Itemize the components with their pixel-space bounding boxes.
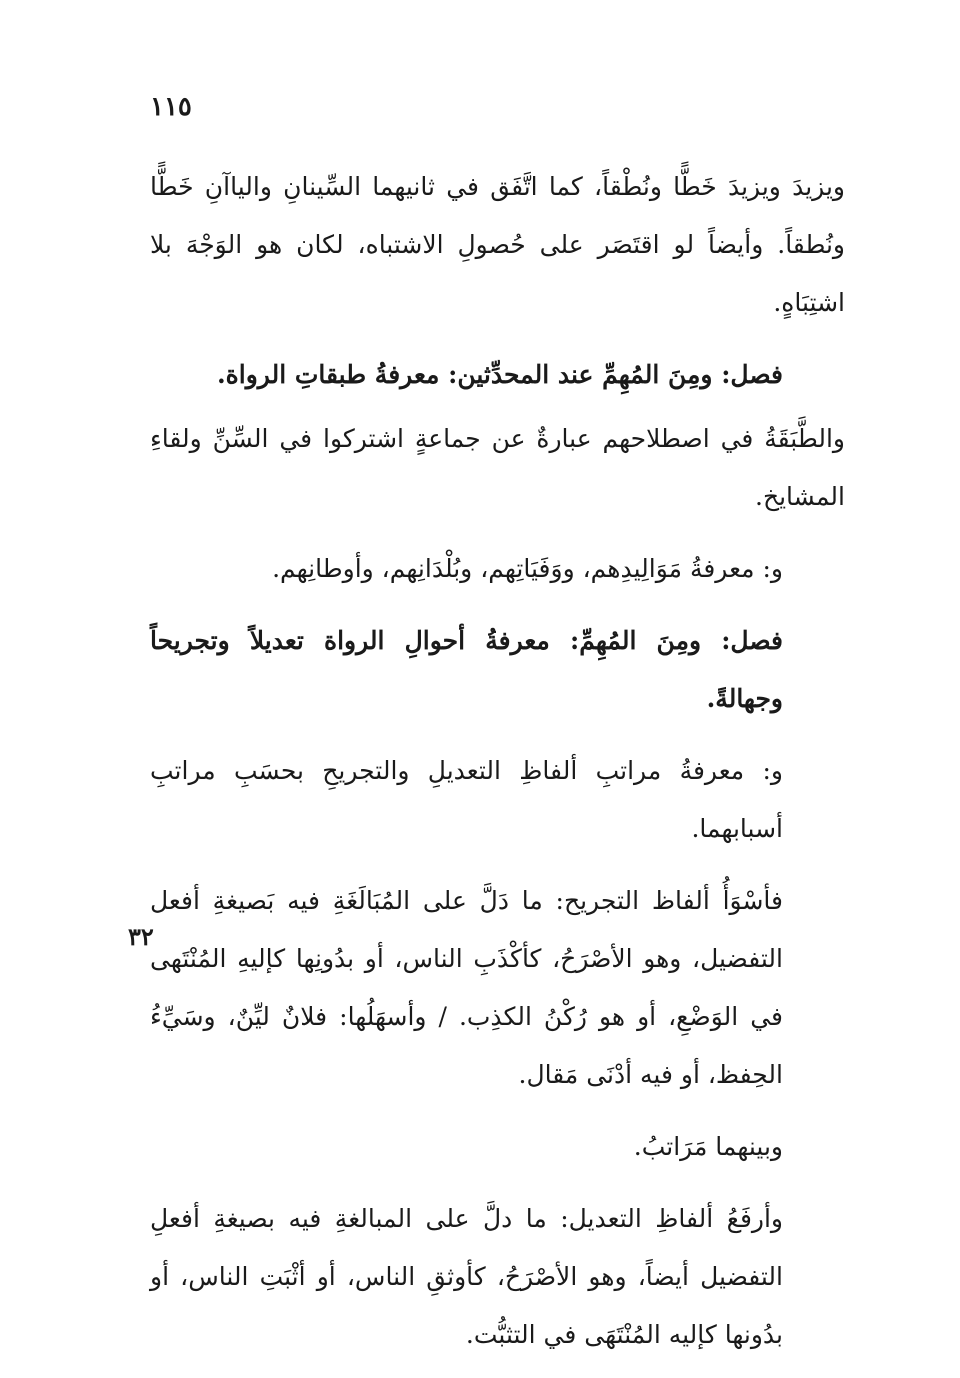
- paragraph-continuation: ويزيدَ ويزيدَ خَطًّا ونُطْقاً، كما اتَّفَق في ثانيهما السِّينانِ والياآنِ خَطًّا ونُطقاً. وأيضاً لو اقتَصَر على حُصولِ الاشتباه، لكان هو الوَجْهَ بلا اشتِبَاهٍ.: [150, 172, 845, 317]
- paragraph-mawalid: و: معرفةُ مَوَالِيدِهم، ووَفَيَاتِهم، وبُلْدَانِهم، وأوطانِهم.: [272, 554, 783, 583]
- paragraph-tabaqa-definition: والطَّبَقَةُ في اصطلاحهم عبارةٌ عن جماعةٍ اشتركوا في السِّنِّ ولقاءِ المشايخ.: [150, 424, 845, 511]
- page-number: ١١٥: [150, 92, 192, 122]
- page: [128, 0, 850, 1378]
- section-heading-tabaqat: فصل: ومِنَ المُهِمِّ عند المحدِّثين: معرفةُ طبقاتِ الرواة.: [216, 360, 783, 389]
- paragraph-tajrih: فأسْوَأُ ألفاظ التجريح: ما دَلَّ على المُبَالَغَةِ فيه بَصيغةِ أفعل التفضيل، وهو الأصْرَحُ، كأكْذَبِ الناس، أو بدُونِها كإليهِ المُنْتَهى في الوَضْعِ، أو هو رُكْنُ الكذِب. / وأسهَلُها: فلانٌ ليِّنٌ، وسَيِّءُ الحِفظ، أو فيه أدْنَى مَقال.: [150, 886, 783, 1089]
- paragraph-bainahuma: وبينهما مَرَاتبُ.: [633, 1132, 783, 1161]
- paragraph-maratib: و: معرفةُ مراتبِ ألفاظِ التعديلِ والتجريحِ بحسَبِ مراتبِ أسبابهما.: [150, 756, 783, 843]
- margin-folio-number: ٣٢: [128, 922, 154, 951]
- body-text: [150, 158, 845, 1378]
- section-heading-ahwal: فصل: ومِنَ المُهِمِّ: معرفةُ أحوالِ الرواة تعديلاً وتجريحاً وجهالةً.: [150, 626, 783, 713]
- paragraph-tadil: وأرفَعُ ألفاظِ التعديل: ما دلَّ على المبالغةِ فيه بصيغةِ أفعلِ التفضيل أيضاً، وهو الأصْرَحُ، كأوثقِ الناس، أو أثْبَتِ الناس، أو بدُونها كإليه المُنْتَهَى في التثبُّت.: [150, 1204, 783, 1349]
